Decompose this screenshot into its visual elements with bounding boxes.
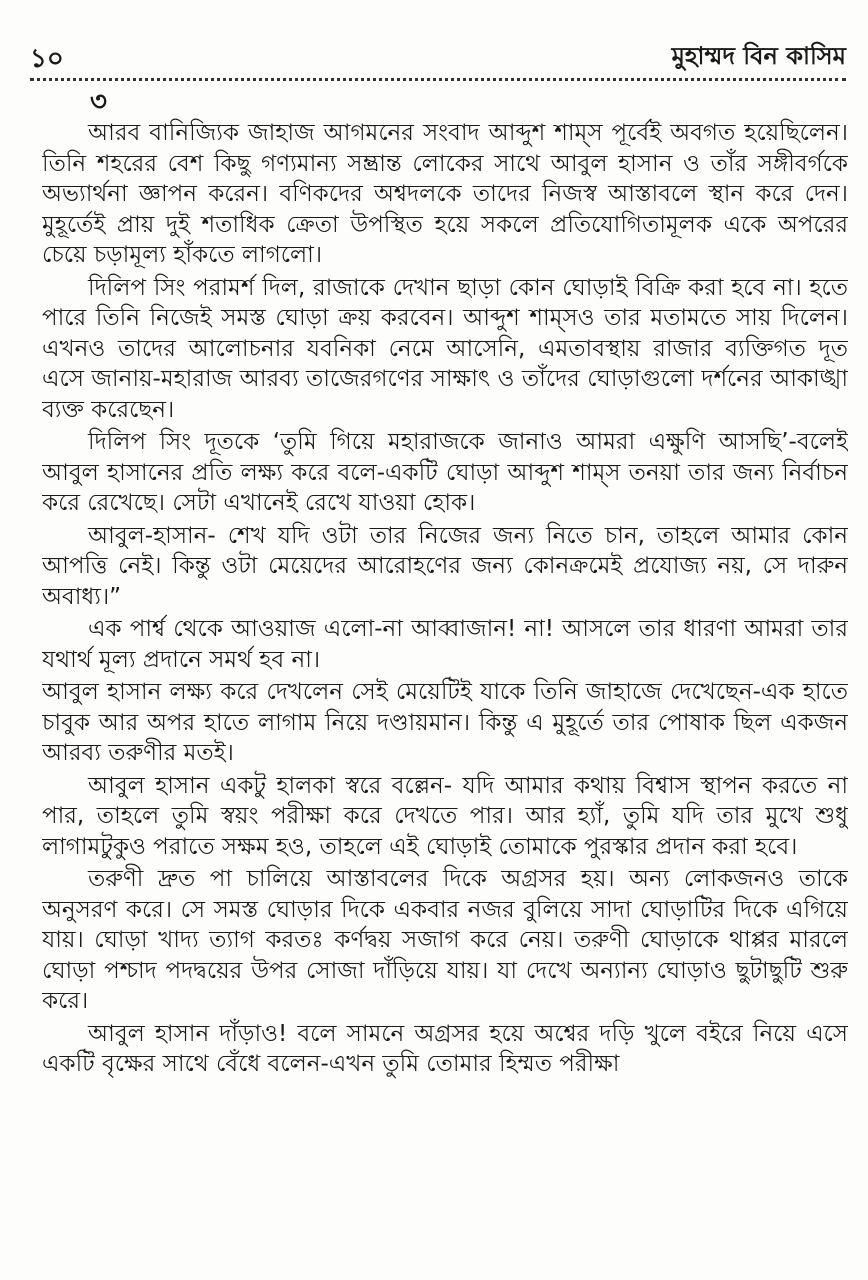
page-body xyxy=(42,86,848,1276)
paragraph: আবুল হাসান দাঁড়াও! বলে সামনে অগ্রসর হয়ে অশ্বের দড়ি খুলে বইরে নিয়ে এসে একটি বৃক্ষের সাথে বেঁধে বলেন-এখন তুমি তোমার হিম্মত পরীক্ষা xyxy=(42,1020,848,1077)
chapter-number: ৩ xyxy=(90,87,107,117)
paragraph: তরুণী দ্রুত পা চালিয়ে আস্তাবলের দিকে অগ্রসর হয়। অন্য লোকজনও তাকে অনুসরণ করে। সে সমস্ত ঘোড়ার দিকে একবার নজর বুলিয়ে সাদা ঘোড়াটির দিকে এগিয়ে যায়। ঘোড়া খাদ্য ত্যাগ করতঃ কর্ণদ্বয় সজাগ করে নেয়। তরুণী ঘোড়াকে থাপ্পর মারলে ঘোড়া পশ্চাদ পদদ্বয়ের উপর সোজা দাঁড়িয়ে যায়। যা দেখে অন্যান্য ঘোড়াও ছুটাছুটি শুরু করে। xyxy=(42,866,848,1014)
header-dotted-rule xyxy=(30,78,846,81)
paragraph: আবুল হাসান একটু হালকা স্বরে বল্লেন- যদি আমার কথায় বিশ্বাস স্থাপন করতে না পার, তাহলে তুমি স্বয়ং পরীক্ষা করে দেখতে পার। আর হ্যাঁ, তুমি যদি তার মুখে শুধু লাগামটুকুও পরাতে সক্ষম হও, তাহলে এই ঘোড়াই তোমাকে পুরস্কার প্রদান করা হবে। xyxy=(42,772,848,860)
paragraph: আরব বানিজ্যিক জাহাজ আগমনের সংবাদ আব্দুশ শাম্‌স পূর্বেই অবগত হয়েছিলেন। তিনি শহরের বেশ কিছু গণ্যমান্য সম্ভ্রান্ত লোকের সাথে আবুল হাসান ও তাঁর সঙ্গীবর্গকে অভ্যার্থনা জ্ঞাপন করেন। বণিকদের অশ্বদলকে তাদের নিজস্ব আস্তাবলে স্থান করে দেন। মুহূর্তেই প্রায় দুই শতাধিক ক্রেতা উপস্থিত হয়ে সকলে প্রতিযোগিতামূলক একে অপরের চেয়ে চড়ামূল্য হাঁকতে লাগলো। xyxy=(42,120,848,268)
running-title: মুহাম্মদ বিন কাসিম xyxy=(671,42,846,70)
paragraph: আবুল-হাসান- শেখ যদি ওটা তার নিজের জন্য নিতে চান, তাহলে আমার কোন আপত্তি নেই। কিন্তু ওটা মেয়েদের আরোহণের জন্য কোনক্রমেই প্রযোজ্য নয়, সে দারুন অবাধ্য।” xyxy=(42,522,848,610)
paragraph: আবুল হাসান লক্ষ্য করে দেখলেন সেই মেয়েটিই যাকে তিনি জাহাজে দেখেছেন-এক হাতে চাবুক আর অপর হাতে লাগাম নিয়ে দণ্ডায়মান। কিন্তু এ মুহূর্তে তার পোষাক ছিল একজন আরব্য তরুণীর মতই। xyxy=(42,679,848,766)
paragraph: দিলিপ সিং পরামর্শ দিল, রাজাকে দেখান ছাড়া কোন ঘোড়াই বিক্রি করা হবে না। হতে পারে তিনি নিজেই সমস্ত ঘোড়া ক্রয় করবেন। আব্দুশ শাম্‌সও তার মতামতে সায় দিলেন। এখনও তাদের আলোচনার যবনিকা নেমে আসেনি, এমতাবস্থায় রাজার ব্যক্তিগত দূত এসে জানায়-মহারাজ আরব্য তাজেরগণের সাক্ষাৎ ও তাঁদের ঘোড়াগুলো দর্শনের আকাঙ্খা ব্যক্ত করেছেন। xyxy=(42,274,848,423)
page-header xyxy=(30,38,846,72)
page-number: ১০ xyxy=(30,44,64,74)
paragraph: এক পার্শ্ব থেকে আওয়াজ এলো-না আব্বাজান! না! আসলে তার ধারণা আমরা তার যথার্থ মূল্য প্রদানে সমর্থ হব না। xyxy=(42,616,848,673)
paragraph: দিলিপ সিং দূতকে ‘তুমি গিয়ে মহারাজকে জানাও আমরা এক্ষুণি আসছি’-বলেই আবুল হাসানের প্রতি লক্ষ্য করে বলে-একটি ঘোড়া আব্দুশ শাম্‌স তনয়া তার জন্য নির্বাচন করে রেখেছে। সেটা এখানেই রেখে যাওয়া হোক। xyxy=(42,429,848,516)
